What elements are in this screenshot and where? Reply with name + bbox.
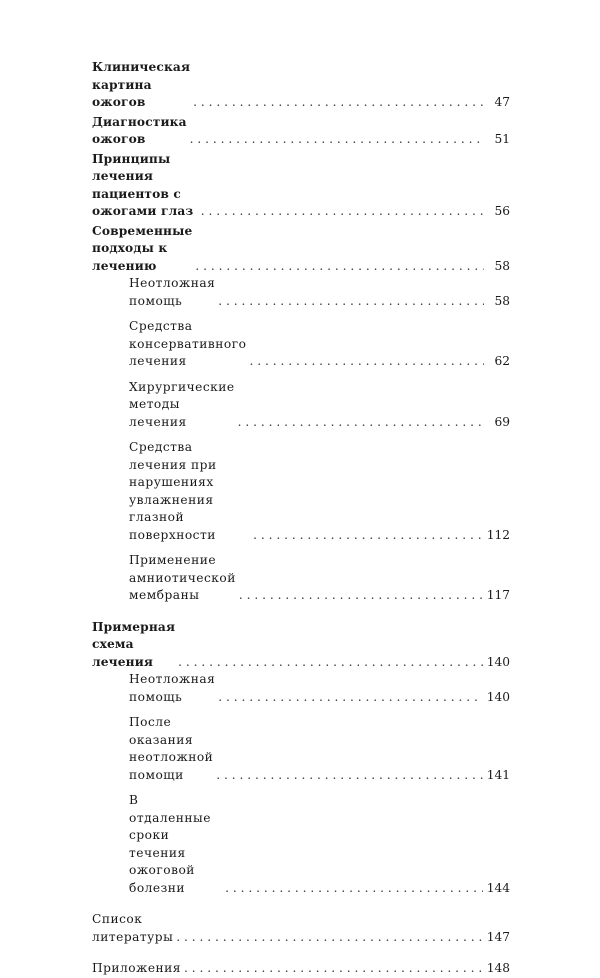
dot-leader [253,527,483,545]
toc-entry-title: Клиническая картина ожогов [92,60,191,109]
dot-leader [249,353,484,371]
toc-entry-page: 147 [486,929,510,944]
toc-entry-page: 144 [486,880,510,895]
dot-leader [176,929,482,947]
toc-entry-page: 56 [494,204,510,218]
toc-entry-page: 141 [486,767,510,782]
toc-entry-title: Современные подходы к лечению [92,223,193,273]
dot-leader [195,258,484,276]
toc-entry-treatment-principles[interactable] [92,151,510,221]
toc-entry-treatment-scheme[interactable] [92,619,510,672]
toc-entry-page: 148 [486,961,510,975]
table-of-contents [92,59,510,978]
dot-leader [178,654,483,672]
toc-entry-title: Средства консервативного лечения [129,319,247,368]
toc-entry-diagnostics[interactable] [92,114,510,149]
toc-entry-references[interactable] [92,911,510,946]
toc-entry-title: Примерная схема лечения [92,619,176,669]
toc-entry-title: Средства лечения при нарушениях увлажнения глазной поверхности [129,440,217,542]
toc-entry-dry-eye-treatment[interactable] [92,439,510,544]
toc-entry-page: 140 [486,654,510,669]
toc-entry-surgical-methods[interactable] [92,379,510,432]
toc-entry-clinical-picture[interactable] [92,59,510,112]
dot-leader [225,880,483,898]
toc-entry-modern-approaches[interactable] [92,223,510,276]
toc-entry-page: 140 [486,689,510,704]
toc-entry-title: Приложения [92,961,181,975]
toc-entry-title: В отдаленные сроки течения ожоговой болезни [129,793,211,895]
dot-leader [184,960,483,978]
toc-entry-page: 58 [494,293,510,308]
toc-entry-page: 112 [486,527,510,542]
dot-leader [218,689,482,707]
toc-entry-title: Неотложная помощь [129,672,216,704]
toc-entry-page: 62 [494,354,510,368]
toc-entry-after-emergency[interactable] [92,714,510,784]
toc-entry-emergency-care[interactable] [92,275,510,310]
toc-entry-title: Применение амниотической мембраны [129,553,236,602]
toc-entry-title: Список литературы [92,912,174,944]
toc-entry-title: Неотложная помощь [129,276,216,308]
dot-leader [239,587,483,605]
toc-entry-page: 117 [486,588,510,602]
toc-entry-conservative-treatment[interactable] [92,318,510,371]
dot-leader [193,94,484,112]
toc-entry-page: 47 [494,95,510,109]
toc-entry-amniotic-membrane[interactable] [92,552,510,605]
dot-leader [216,767,482,785]
toc-entry-title: После оказания неотложной помощи [129,715,214,782]
toc-entry-title: Принципы лечения пациентов с ожогами глаз [92,151,194,218]
toc-entry-appendices[interactable] [92,960,510,978]
dot-leader [201,203,484,221]
toc-entry-page: 51 [494,132,510,146]
toc-entry-emergency-care-2[interactable] [92,671,510,706]
toc-entry-page: 69 [494,414,510,429]
toc-entry-page: 58 [494,258,510,273]
toc-entry-title: Хирургические методы лечения [129,379,235,429]
dot-leader [190,131,484,149]
toc-entry-title: Диагностика ожогов [92,114,187,146]
dot-leader [218,293,484,311]
dot-leader [238,414,484,432]
toc-entry-late-stage[interactable] [92,792,510,897]
